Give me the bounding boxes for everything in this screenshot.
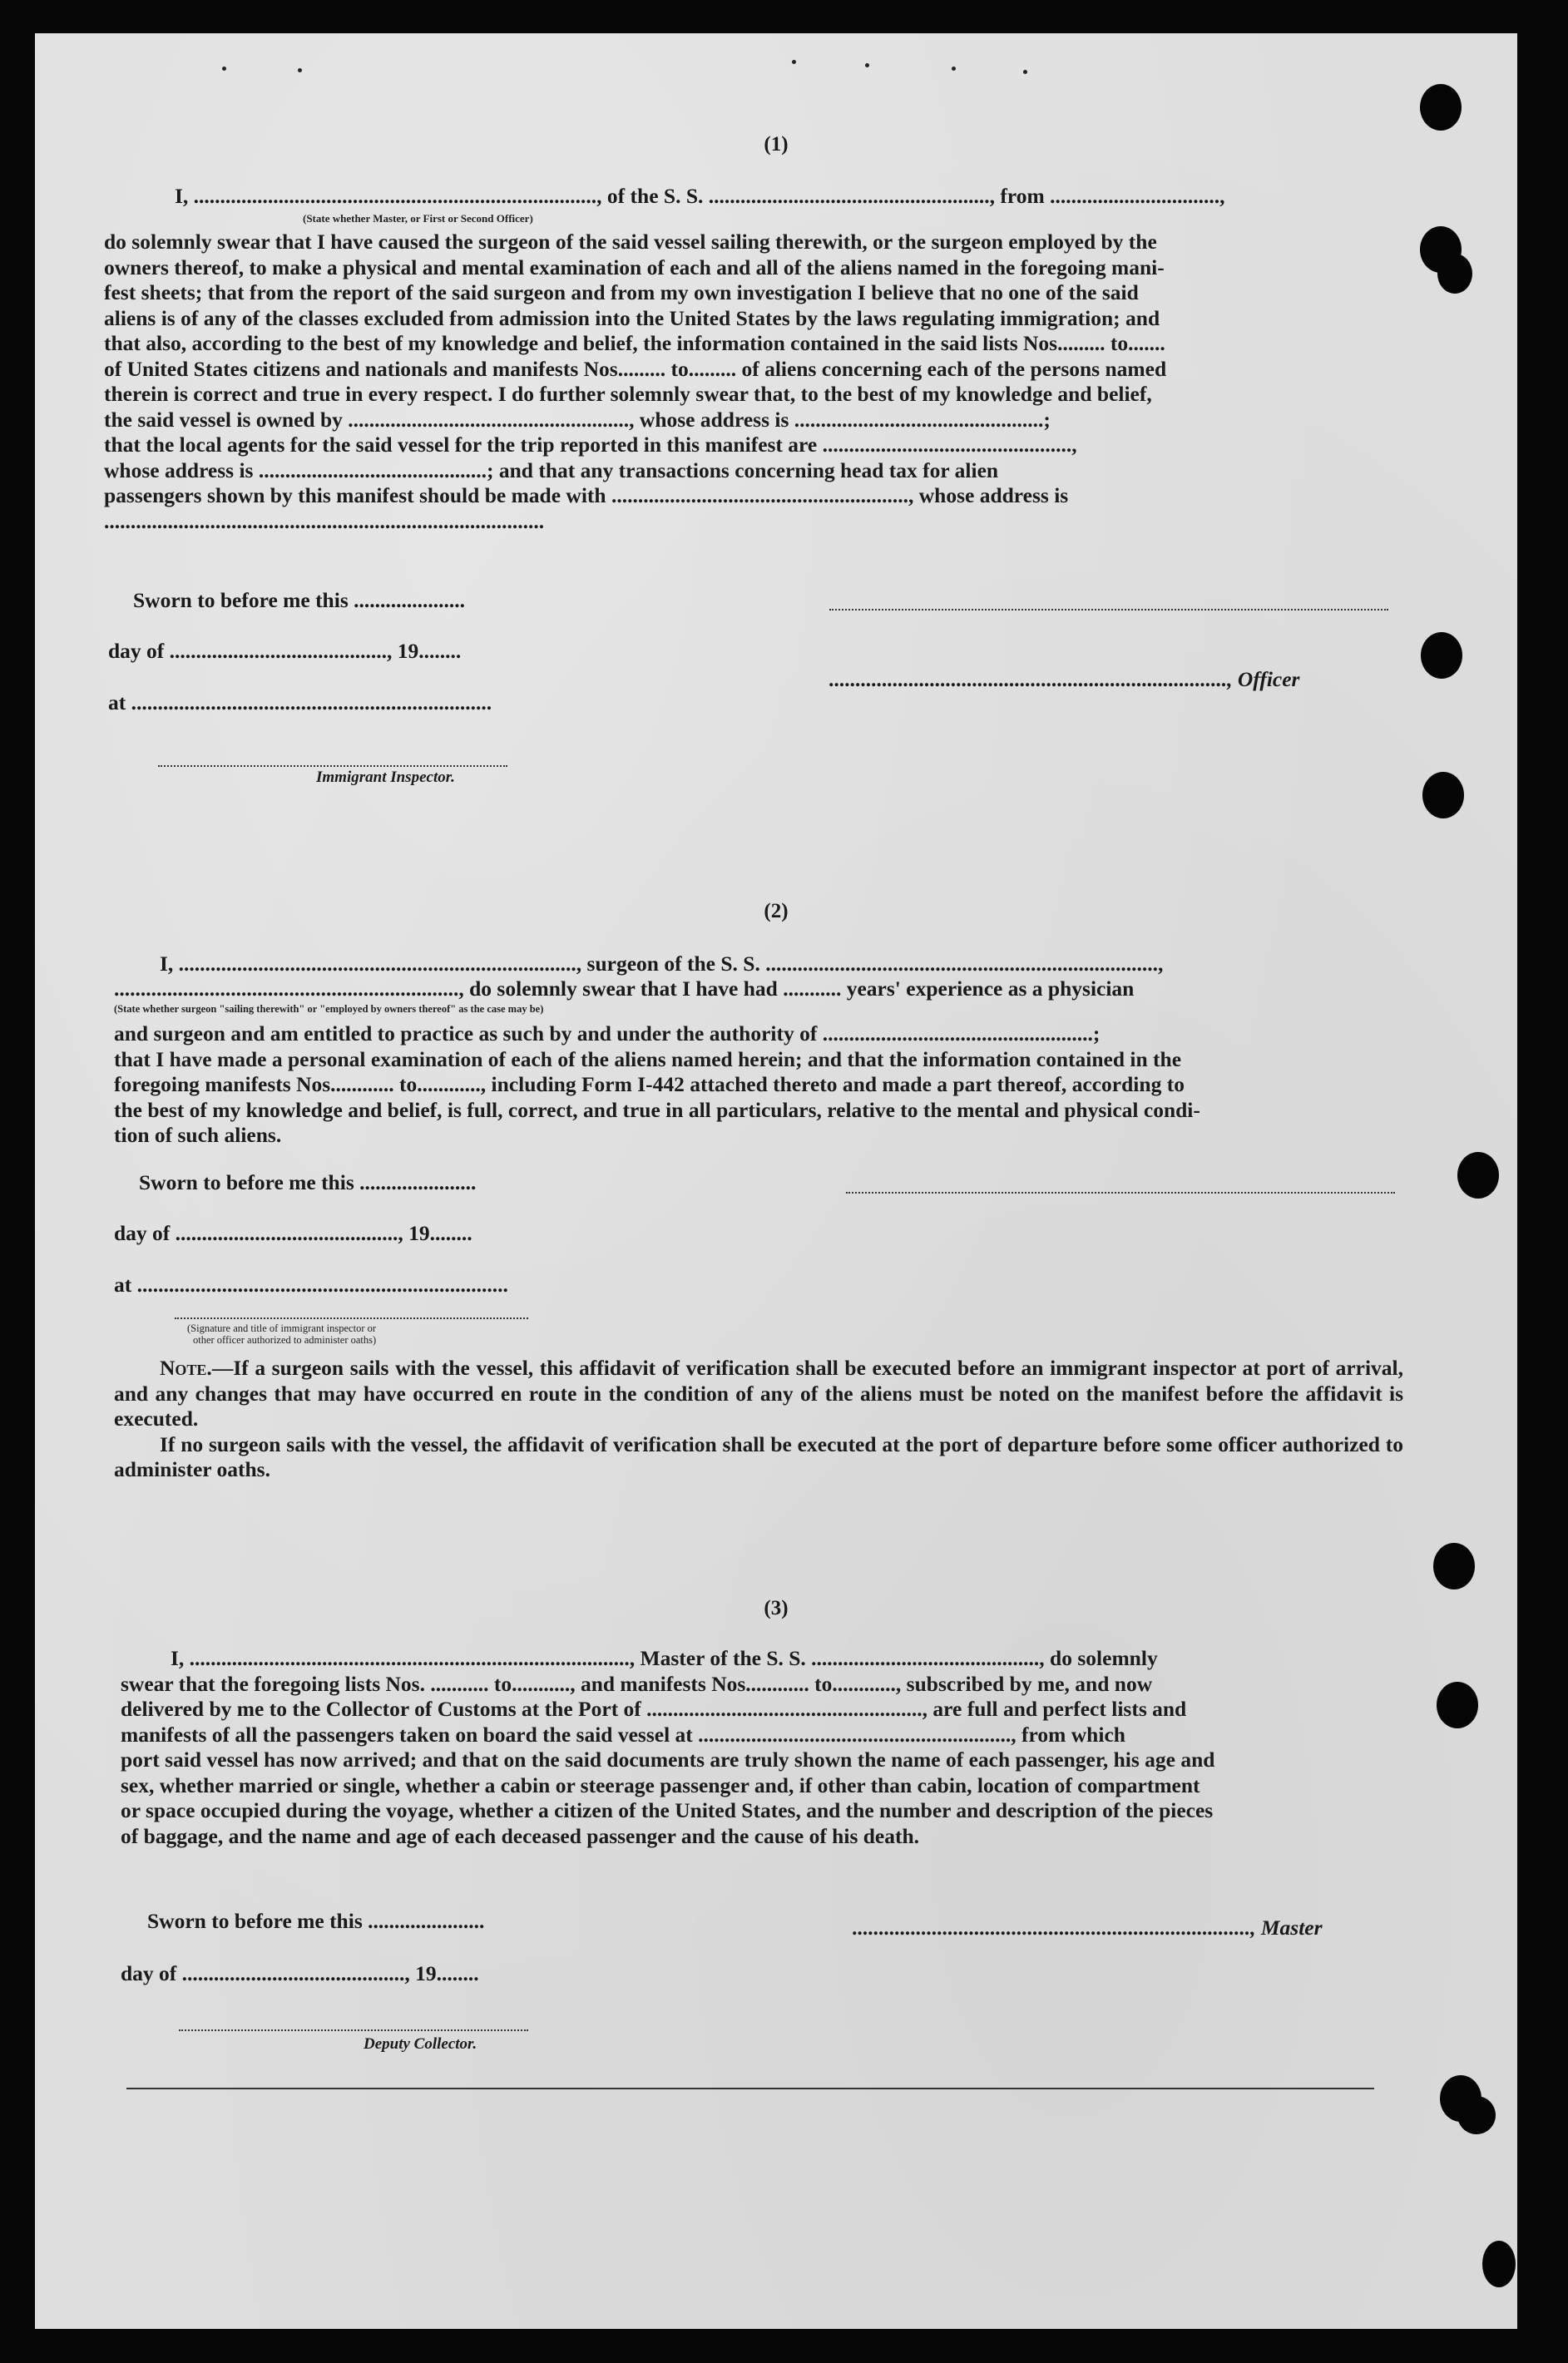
section-2-day-of: day of .........................................., 19........ <box>114 1221 472 1245</box>
section-3-collector: Deputy Collector. <box>364 2035 477 2053</box>
section-1-line: whose address is ...........................................; and that any transactions concerning head tax for alien <box>104 457 999 482</box>
section-1-line: of United States citizens and nationals and manifests Nos......... to......... of aliens concerning each of the persons named <box>104 356 1167 381</box>
section-3-line: manifests of all the passengers taken on board the said vessel at ..........................................................., from which <box>121 1722 1125 1747</box>
section-3-sworn: Sworn to before me this ...................... <box>147 1909 485 1933</box>
section-2-at: at ...................................................................... <box>114 1273 508 1297</box>
note-text-2: If no surgeon sails with the vessel, the affidavit of verification shall be executed at the port of departure before some officer authorized to administer oaths. <box>114 1431 1403 1481</box>
section-1-day-of: day of ........................................., 19........ <box>108 639 462 663</box>
section-3-line: or space occupied during the voyage, whether a citizen of the United States, and the number and description of the pieces <box>121 1798 1214 1822</box>
section-2-line: foregoing manifests Nos............ to............, including Form I-442 attached thereto and made a part thereof, according to <box>114 1072 1185 1096</box>
section-2-sig-caption-2: other officer authorized to administer oaths) <box>193 1334 377 1346</box>
section-3-line: I, ..................................................................................., Master of the S. S. ..........................................., do solemnly <box>171 1646 1158 1670</box>
section-3-body <box>121 1646 1406 1849</box>
binder-hole <box>1420 84 1462 131</box>
section-1-officer-text: ..........................................................................., Officer <box>829 667 1300 691</box>
section-1-officer <box>829 667 1299 692</box>
section-1-line: therein is correct and true in every respect. I do further solemnly swear that, to the best of my knowledge and belief, <box>104 382 1152 406</box>
section-1-header-line: I, ............................................................................, of the S. S. ....................................................., from ................................, <box>175 184 1225 208</box>
section-1-number: (1) <box>764 133 789 156</box>
binder-hole <box>1433 1543 1475 1589</box>
section-1-line: ................................................................................... <box>104 508 545 533</box>
section-3-collector-line <box>179 2029 528 2031</box>
binder-hole <box>1421 632 1462 679</box>
section-1-line: that the local agents for the said vessel for the trip reported in this manifest are ..............................................., <box>104 433 1077 457</box>
section-1-at: at .................................................................... <box>108 690 492 714</box>
section-1-inspector-line <box>158 765 507 767</box>
section-2-inspector-line <box>175 1317 528 1319</box>
bottom-divider <box>126 2088 1374 2089</box>
note-label: Note. <box>160 1356 212 1380</box>
section-2-sig-caption-1: (Signature and title of immigrant inspector or <box>187 1322 377 1334</box>
section-3-line: swear that the foregoing lists Nos. ........... to..........., and manifests Nos............ to............, subscribed by me, and now <box>121 1671 1153 1696</box>
section-2-line: that I have made a personal examination of each of the aliens named herein; and that the information contained in the <box>114 1046 1182 1071</box>
section-1-line: the said vessel is owned by ....................................................., whose address is ...............................................; <box>104 407 1051 432</box>
binder-hole <box>1422 772 1464 818</box>
section-2-body <box>114 1021 1403 1149</box>
section-1-line: do solemnly swear that I have caused the surgeon of the said vessel sailing therewith, or the surgeon employed by the <box>104 230 1157 254</box>
section-2-line: the best of my knowledge and belief, is full, correct, and true in all particulars, relative to the mental and physical condi- <box>114 1097 1200 1122</box>
section-3-line: sex, whether married or single, whether a cabin or steerage passenger and, if other than cabin, location of compartment <box>121 1772 1200 1797</box>
section-1-inspector: Immigrant Inspector. <box>316 769 455 786</box>
section-1-signature-line <box>829 609 1388 611</box>
speck <box>1023 70 1027 74</box>
section-2-line-2: ................................................................., do solemnly swear that I have had ........... years' experience as a physician <box>114 976 1135 1001</box>
section-2-line: and surgeon and am entitled to practice as such by and under the authority of ...................................................; <box>114 1021 1101 1046</box>
section-3-number: (3) <box>764 1597 789 1619</box>
section-1-line: fest sheets; that from the report of the said surgeon and from my own investigation I believe that no one of the said <box>104 280 1139 304</box>
section-1-line: passengers shown by this manifest should be made with ........................................................, whose address is <box>104 483 1069 507</box>
binder-hole <box>1437 254 1472 294</box>
section-2-sworn: Sworn to before me this ...................... <box>139 1170 477 1194</box>
speck <box>222 67 226 71</box>
section-2-caption: (State whether surgeon "sailing therewith" or "employed by owners thereof" as the case may be) <box>114 1003 544 1015</box>
section-3-master-text: ..........................................................................., Master <box>853 1916 1323 1940</box>
section-1-body <box>104 230 1393 534</box>
section-1-line: owners thereof, to make a physical and mental examination of each and all of the aliens named in the foregoing mani- <box>104 255 1165 279</box>
speck <box>298 68 302 72</box>
note-text-1: —If a surgeon sails with the vessel, this affidavit of verification shall be executed before an immigrant inspector at port of arrival, and any changes that may have occurred en route in the condition of any of the aliens must be noted on the manifest before the affidavit is executed. <box>114 1356 1403 1431</box>
binder-hole <box>1457 2096 1496 2134</box>
section-1-line: that also, according to the best of my knowledge and belief, the information contained in the said lists Nos......... to....... <box>104 331 1165 355</box>
section-3-day-of: day of .........................................., 19........ <box>121 1961 479 1985</box>
section-2-note <box>114 1356 1403 1483</box>
section-3-line: delivered by me to the Collector of Customs at the Port of ...................................................., are full and perfect lists and <box>121 1697 1187 1721</box>
speck <box>952 67 956 71</box>
section-2-signature-line <box>846 1192 1395 1194</box>
section-1-caption: (State whether Master, or First or Second Officer) <box>303 212 533 225</box>
section-1-sworn: Sworn to before me this ..................... <box>133 588 465 612</box>
section-2-number: (2) <box>764 900 789 922</box>
section-2-line: tion of such aliens. <box>114 1123 282 1147</box>
binder-hole <box>1457 1152 1499 1199</box>
section-3-line: of baggage, and the name and age of each deceased passenger and the cause of his death. <box>121 1823 920 1848</box>
section-3-master <box>853 1916 1323 1940</box>
section-3-line: port said vessel has now arrived; and that on the said documents are truly shown the name of each passenger, his age and <box>121 1748 1215 1772</box>
section-1-line: aliens is of any of the classes excluded from admission into the United States by the laws regulating immigration; and <box>104 305 1160 330</box>
binder-hole <box>1437 1682 1478 1728</box>
speck <box>865 63 869 67</box>
form-sheet <box>35 33 1517 2329</box>
speck <box>792 60 796 64</box>
binder-hole <box>1482 2241 1516 2287</box>
section-2-header-line: I, ..........................................................................., surgeon of the S. S. .........................................................................., <box>160 952 1164 976</box>
